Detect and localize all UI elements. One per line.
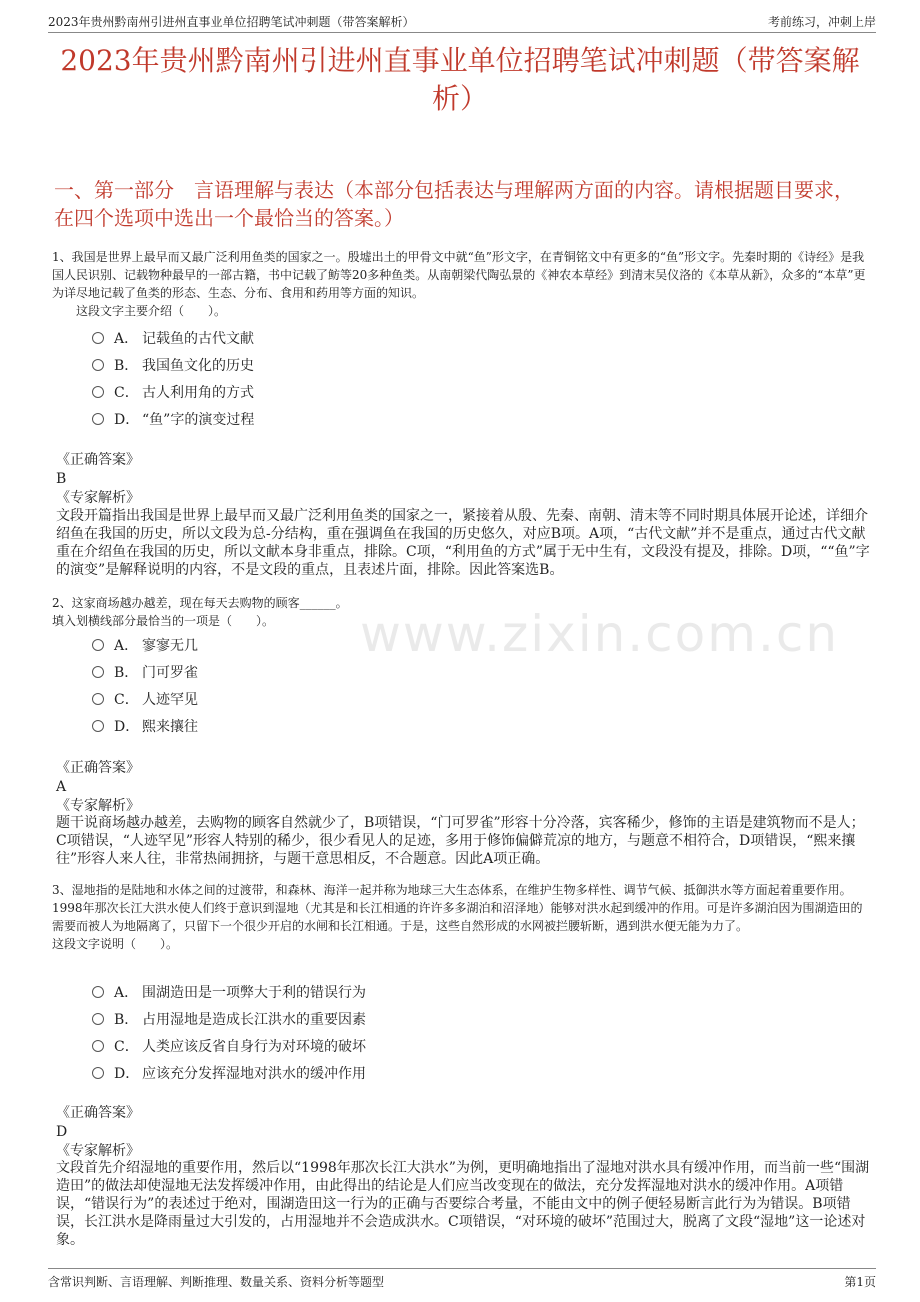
radio-icon[interactable] [92,413,104,425]
option-b[interactable] [92,351,254,378]
option-letter: C． [114,691,139,708]
answer-label: 《正确答案》 [56,1105,140,1121]
footer-left-text: 含常识判断、言语理解、判断推理、数量关系、资料分析等题型 [48,1275,385,1289]
header-left-text: 2023年贵州黔南州引进州直事业单位招聘笔试冲刺题（带答案解析） [48,15,415,29]
option-letter: C． [114,384,139,401]
question-stem-text: 3、湿地指的是陆地和水体之间的过渡带，和森林、海洋一起并称为地球三大生态体系，在维护生物多样性、调节气候、抵御洪水等方面起着重要作用。1998年那次长江大洪水使人们终于意识到湿地（尤其是和长江相通的许许多多湖泊和沼泽地）能够对洪水起到缓冲的作用。可是许多湖泊因为围湖造田的需要而被人为地隔离了，只留下一个很少开启的水闸和长江相通。于是，这些自然形成的水网被拦腰斩断，遇到洪水便无能为力了。 [52,883,863,933]
answer-value: B [56,471,67,487]
option-letter: B． [114,1011,139,1028]
page-number: 第1页 [844,1275,876,1289]
question-prompt: 这段文字主要介绍（ ）。 [52,304,227,318]
question-stem-text: 1、我国是世界上最早而又最广泛利用鱼类的国家之一。殷墟出土的甲骨文中就“鱼”形文字，在青铜铭文中有更多的“鱼”形文字。先秦时期的《诗经》是我国人民识别、记载物种最早的一部古籍，书中记载了鲂等20多种鱼类。从南朝梁代陶弘景的《神农本草经》到清末吴仪洛的《本草从新》，众多的“本草”更为详尽地记载了鱼类的形态、生态、分布、食用和药用等方面的知识。 [52,250,866,300]
option-a[interactable] [92,324,254,351]
radio-icon[interactable] [92,332,104,344]
option-text: 门可罗雀 [142,664,198,681]
option-text: 寥寥无几 [142,637,198,654]
header-right-text: 考前练习，冲刺上岸 [767,15,876,29]
radio-icon[interactable] [92,986,104,998]
option-letter: D． [114,718,140,735]
option-letter: D． [114,1065,140,1082]
question-3-analysis: 文段首先介绍湿地的重要作用，然后以“1998年那次长江大洪水”为例，更明确地指出了湿地对洪水具有缓冲作用，而当前一些“围湖造田”的做法却使湿地无法发挥缓冲作用，由此得出的结论是人们应当改变现在的做法，充分发挥湿地对洪水的缓冲作用。A项错误，“错误行为”的表述过于绝对，围湖造田这一行为的正确与否要综合考量，不能由文中的例子便轻易断言此行为为错误。B项错误，长江洪水是降雨量过大引发的，占用湿地并不会造成洪水。C项错误，“对环境的破坏”范围过大，脱离了文段“湿地”这一论述对象。 [56,1160,870,1248]
question-stem-text: 2、这家商场越办越差，现在每天去购物的顾客______。 [52,596,348,610]
radio-icon[interactable] [92,1067,104,1079]
question-2-options [92,631,198,739]
option-letter: B． [114,664,139,681]
watermark: www.zixin.com.cn [360,605,840,663]
option-d[interactable] [92,712,198,739]
page-footer [48,1268,876,1289]
question-1-analysis: 文段开篇指出我国是世界上最早而又最广泛利用鱼类的国家之一，紧接着从殷、先秦、南朝、清末等不同时期具体展开论述，详细介绍鱼在我国的历史，所以文段为总-分结构，重在强调鱼在我国的历史悠久，对应B项。A项，“古代文献”并不是重点，通过古代文献重在介绍鱼在我国的历史，所以文献本身非重点，排除。C项，“利用鱼的方式”属于无中生有，文段没有提及，排除。D项，““鱼”字的演变”是解释说明的内容，不是文段的重点，且表述片面，排除。因此答案选B。 [56,508,870,578]
answer-value: D [56,1124,68,1140]
option-letter: B． [114,357,139,374]
question-1-answer [56,451,868,508]
radio-icon[interactable] [92,720,104,732]
question-prompt: 填入划横线部分最恰当的一项是（ ）。 [52,614,275,628]
option-text: 应该充分发挥湿地对洪水的缓冲作用 [142,1065,366,1082]
question-2-stem [52,594,868,630]
option-letter: D． [114,411,140,428]
option-a[interactable] [92,978,366,1005]
radio-icon[interactable] [92,1040,104,1052]
option-d[interactable] [92,1059,366,1086]
document-title: 2023年贵州黔南州引进州直事业单位招聘笔试冲刺题（带答案解析） [60,44,860,115]
option-b[interactable] [92,658,198,685]
radio-icon[interactable] [92,359,104,371]
option-text: 人类应该反省自身行为对环境的破坏 [142,1038,366,1055]
radio-icon[interactable] [92,639,104,651]
answer-value: A [56,779,67,795]
radio-icon[interactable] [92,666,104,678]
option-c[interactable] [92,378,254,405]
section-title: 一、第一部分 言语理解与表达（本部分包括表达与理解两方面的内容。请根据题目要求，在四个选项中选出一个最恰当的答案。） [54,178,854,230]
question-1-options [92,324,254,432]
question-2-analysis: 题干说商场越办越差，去购物的顾客自然就少了，B项错误，“门可罗雀”形容十分冷落，宾客稀少，修饰的主语是建筑物而不是人；C项错误，“人迹罕见”形容人特别的稀少，很少看见人的足迹，多用于修饰偏僻荒凉的地方，与题意不相符合，D项错误，“熙来攘往”形容人来人往，非常热闹拥挤，与题干意思相反，不合题意。因此A项正确。 [56,815,865,867]
option-text: 古人利用角的方式 [142,384,254,401]
option-text: 围湖造田是一项弊大于利的错误行为 [142,984,366,1001]
question-2-answer [56,759,868,816]
option-text: 熙来攘往 [142,718,198,735]
question-3-stem [52,881,868,953]
page-header [48,10,876,33]
option-text: 我国鱼文化的历史 [142,357,254,374]
question-3-answer [56,1104,868,1161]
question-3-options [92,978,366,1086]
question-prompt: 这段文字说明（ ）。 [52,937,179,951]
analysis-label: 《专家解析》 [56,1143,140,1159]
answer-label: 《正确答案》 [56,452,140,468]
option-b[interactable] [92,1005,366,1032]
option-letter: A． [114,637,139,654]
option-letter: A． [114,330,139,347]
option-text: 人迹罕见 [142,691,198,708]
option-text: 记载鱼的古代文献 [142,330,254,347]
option-c[interactable] [92,685,198,712]
option-c[interactable] [92,1032,366,1059]
option-letter: C． [114,1038,139,1055]
answer-label: 《正确答案》 [56,760,140,776]
option-text: 占用湿地是造成长江洪水的重要因素 [142,1011,366,1028]
analysis-label: 《专家解析》 [56,798,140,814]
radio-icon[interactable] [92,1013,104,1025]
radio-icon[interactable] [92,386,104,398]
option-d[interactable] [92,405,254,432]
option-letter: A． [114,984,139,1001]
question-1-stem [52,248,868,320]
option-text: “鱼”字的演变过程 [142,411,255,428]
analysis-label: 《专家解析》 [56,490,140,506]
radio-icon[interactable] [92,693,104,705]
option-a[interactable] [92,631,198,658]
